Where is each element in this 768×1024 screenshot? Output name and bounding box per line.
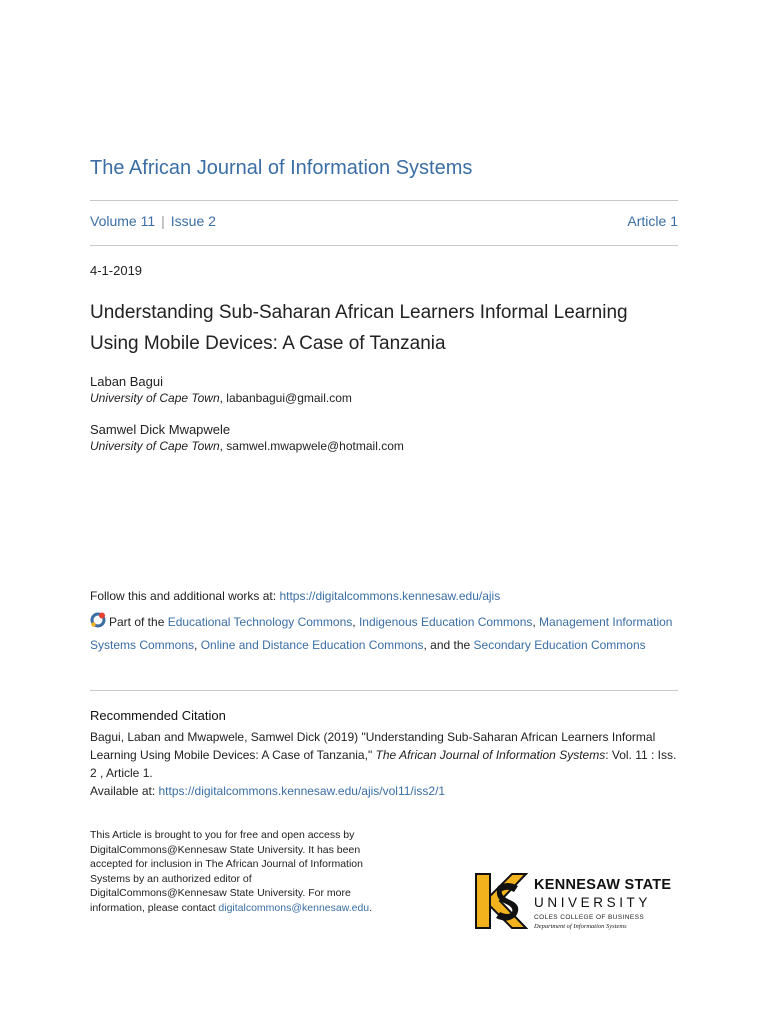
top-divider	[90, 200, 678, 201]
author-1	[90, 373, 352, 407]
ksu-name: KENNESAW STATE	[534, 877, 672, 893]
citation-text	[90, 728, 682, 800]
affiliation-institution: University of Cape Town	[90, 439, 220, 453]
volume-link[interactable]: Volume 11	[90, 213, 156, 229]
author-affiliation	[90, 390, 352, 407]
issue-link[interactable]: Issue 2	[170, 213, 216, 229]
citation-divider	[90, 690, 678, 691]
author-2	[90, 421, 404, 455]
network-commons-icon	[90, 612, 106, 635]
article-link[interactable]: Article 1	[627, 213, 678, 229]
author-name: Samwel Dick Mwapwele	[90, 422, 231, 437]
citation-volume: : Vol. 11 : Iss. 2 , Article 1.	[90, 748, 677, 780]
ksu-monogram-icon	[474, 872, 528, 930]
author-affiliation	[90, 438, 404, 455]
issue-divider	[90, 245, 678, 246]
ksu-department: Department of Information Systems	[534, 923, 627, 930]
commons-link-indigenous-education[interactable]: Indigenous Education Commons	[358, 615, 533, 629]
commons-link-educational-technology[interactable]: Educational Technology Commons	[167, 615, 353, 629]
commons-separator: ,	[194, 638, 201, 652]
repository-link[interactable]: https://digitalcommons.kennesaw.edu/ajis	[279, 589, 501, 603]
ksu-logo	[474, 870, 684, 936]
follow-line	[90, 589, 500, 603]
commons-link-secondary-education[interactable]: Secondary Education Commons	[473, 638, 646, 652]
commons-link-management-information-systems[interactable]: Management Information Systems Commons	[90, 615, 673, 652]
available-at-label: Available at:	[90, 784, 159, 798]
author-email: , samwel.mwapwele@hotmail.com	[219, 439, 404, 453]
author-email: , labanbagui@gmail.com	[219, 391, 352, 405]
commons-and-the: , and the	[423, 638, 474, 652]
issue-bar	[90, 213, 678, 229]
follow-text: Follow this and additional works at:	[90, 589, 280, 603]
commons-link-online-distance-education[interactable]: Online and Distance Education Commons	[200, 638, 424, 652]
commons-separator: ,	[352, 615, 359, 629]
ksu-university: UNIVERSITY	[534, 895, 652, 910]
issue-separator: |	[161, 213, 165, 229]
publication-date: 4-1-2019	[90, 263, 143, 278]
paper-title-line-1: Understanding Sub-Saharan African Learners Informal Learning	[90, 302, 628, 323]
recommended-citation-heading: Recommended Citation	[90, 708, 226, 723]
open-access-text: This Article is brought to you for free and open access by DigitalCommons@Kennesaw State University. It has been accepted for inclusion in The African Journal of Information Systems by an authorized editor of DigitalCommons@Kennesaw State University. For more information, please contact	[90, 829, 363, 914]
open-access-end: .	[369, 901, 373, 914]
contact-email-link[interactable]: digitalcommons@kennesaw.edu	[218, 901, 370, 914]
commons-separator: ,	[532, 615, 540, 629]
citation-journal: The African Journal of Information Systems	[375, 748, 606, 762]
part-of-commons	[90, 612, 680, 656]
citation-body: Bagui, Laban and Mwapwele, Samwel Dick (2019) "Understanding Sub-Saharan African Learners Informal Learning Using Mobile Devices: A Case of Tanzania,"	[90, 730, 656, 762]
ksu-college: COLES COLLEGE OF BUSINESS	[534, 914, 645, 921]
paper-title-line-2: Using Mobile Devices: A Case of Tanzania	[90, 333, 446, 354]
affiliation-institution: University of Cape Town	[90, 391, 220, 405]
author-name: Laban Bagui	[90, 374, 164, 389]
open-access-note	[90, 828, 390, 915]
journal-title[interactable]: The African Journal of Information Systems	[90, 157, 473, 179]
article-url-link[interactable]: https://digitalcommons.kennesaw.edu/ajis/vol11/iss2/1	[158, 784, 446, 798]
paper-title	[90, 297, 680, 359]
part-of-prefix: Part of the	[109, 615, 168, 629]
